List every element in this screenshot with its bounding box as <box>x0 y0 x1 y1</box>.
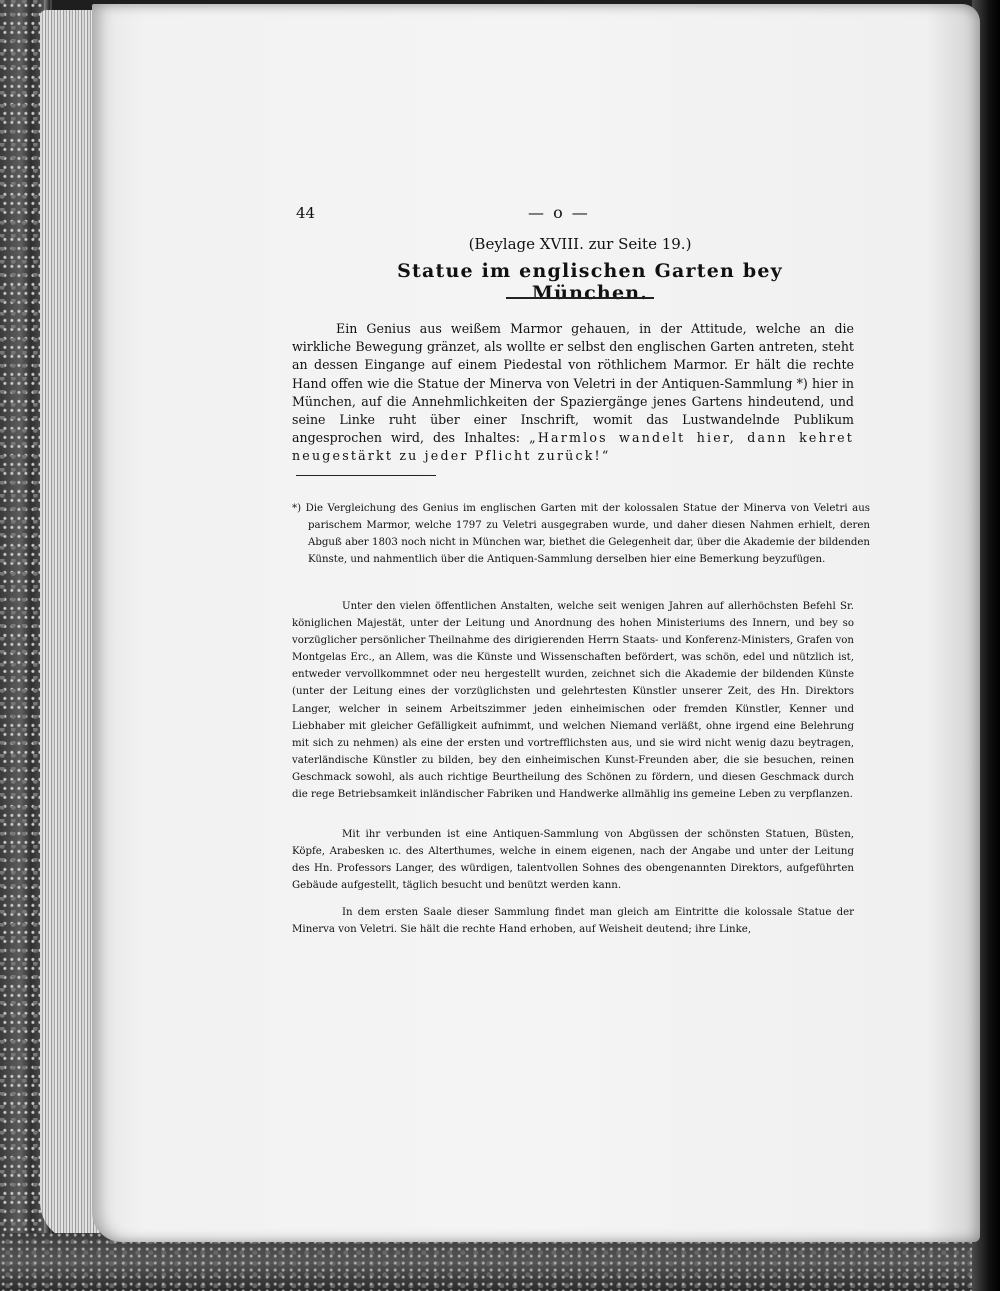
supplement-label: (Beylage XVIII. zur Seite 19.) <box>468 235 692 253</box>
footnote-divider <box>296 475 436 476</box>
page-edges <box>40 10 100 1242</box>
inscription-quote: „Harmlos wandelt hier, dann kehret neugestärkt zu jeder Pflicht zurück!“ <box>292 430 854 464</box>
main-paragraph-text: Ein Genius aus weißem Marmor gehauen, in der Attitude, welche an die wirkliche Bewegung gränzet, als wollte er selbst den englischen Garten antreten, steht an dessen Eingange auf einem Piedestal von röthlichem Marmor. Er hält die rechte Hand offen wie die Statue der Minerva von Veletri in der Antiquen-Sammlung *) hier in München, auf die Annehmlichkeiten der Spaziergänge jenes Gartens hindeutend, und seine Linke ruht über einer Inschrift, womit das Lustwandelnde Publikum angesprochen wird, des Inhaltes: <box>292 321 854 446</box>
page-title: Statue im englischen Garten bey München. <box>397 260 783 304</box>
footnote-1 <box>292 500 870 568</box>
footnote-3-text: Mit ihr verbunden ist eine Antiquen-Sammlung von Abgüssen der schönsten Statuen, Büsten, Köpfe, Arabesken ıc. des Alterthumes, welche in einem eigenen, nach der Angabe und unter der Leitung des Hn. Professors Langer, des würdigen, talentvollen Sohnes des obengenannten Direktors, aufgeführten Gebäude aufgestellt, täglich besucht und benützt werden kann. <box>292 829 854 892</box>
footnote-3 <box>292 826 854 894</box>
footnote-4 <box>292 904 854 938</box>
title-divider <box>506 297 654 299</box>
page-number: 44 <box>296 204 316 222</box>
footnote-2 <box>292 598 854 803</box>
footnote-1-text: *) Die Vergleichung des Genius im englischen Garten mit der kolossalen Statue der Minerva von Veletri aus parischem Marmor, welche 1797 zu Veletri ausgegraben wurde, und daher diesen Nahmen erhielt, deren Abguß aber 1803 noch nicht in München war, biethet die Gelegenheit dar, über die Akademie der bildenden Künste, und nahmentlich über die Antiquen-Sammlung derselben hier eine Bemerkung beyzufügen. <box>292 503 870 566</box>
main-paragraph <box>292 320 854 466</box>
footnote-2-text: Unter den vielen öffentlichen Anstalten, welche seit wenigen Jahren auf allerhöchsten Befehl Sr. königlichen Majestät, unter der Leitung und Anordnung des hohen Ministeriums des Innern, und bey so vorzüglicher persönlicher Theilnahme des dirigierenden Herrn Staats- und Konferenz-Ministers, Grafen von Montgelas Erc., an Allem, was die Künste und Wissenschaften befördert, was schön, edel und nützlich ist, entweder vervollkommnet oder neu hergestellt wurden, zeichnet sich die Akademie der bildenden Künste (unter der Leitung eines der vorzüglichsten und gelehrtesten Künstler unserer Zeit, des Hn. Direktors Langer, welcher in seinem Arbeitszimmer jeden einheimischen oder fremden Künstler, Kenner und Liebhaber mit gleicher Gefälligkeit aufnimmt, und welchen Niemand verläßt, ohne irgend eine Belehrung mit sich zu nehmen) als eine der ersten und vortrefflichsten aus, und sie wird nicht wenig dazu beytragen, vaterländische Künstler zu bilden, bey den einheimischen Kunst-Freunden aber, die sie besuchen, reinen Geschmack sowohl, als auch richtige Beurtheilung des Schönen zu fördern, und diesen Geschmack durch die rege Betriebsamkeit inländischer Fabriken und Handwerke allmählig ins gemeine Leben zu verpflanzen. <box>292 601 854 801</box>
footnote-4-text: In dem ersten Saale dieser Sammlung findet man gleich am Eintritte die kolossale Statue der Minerva von Veletri. Sie hält die rechte Hand erhoben, auf Weisheit deutend; ihre Linke, <box>292 907 854 936</box>
running-head: — o — <box>528 203 590 222</box>
